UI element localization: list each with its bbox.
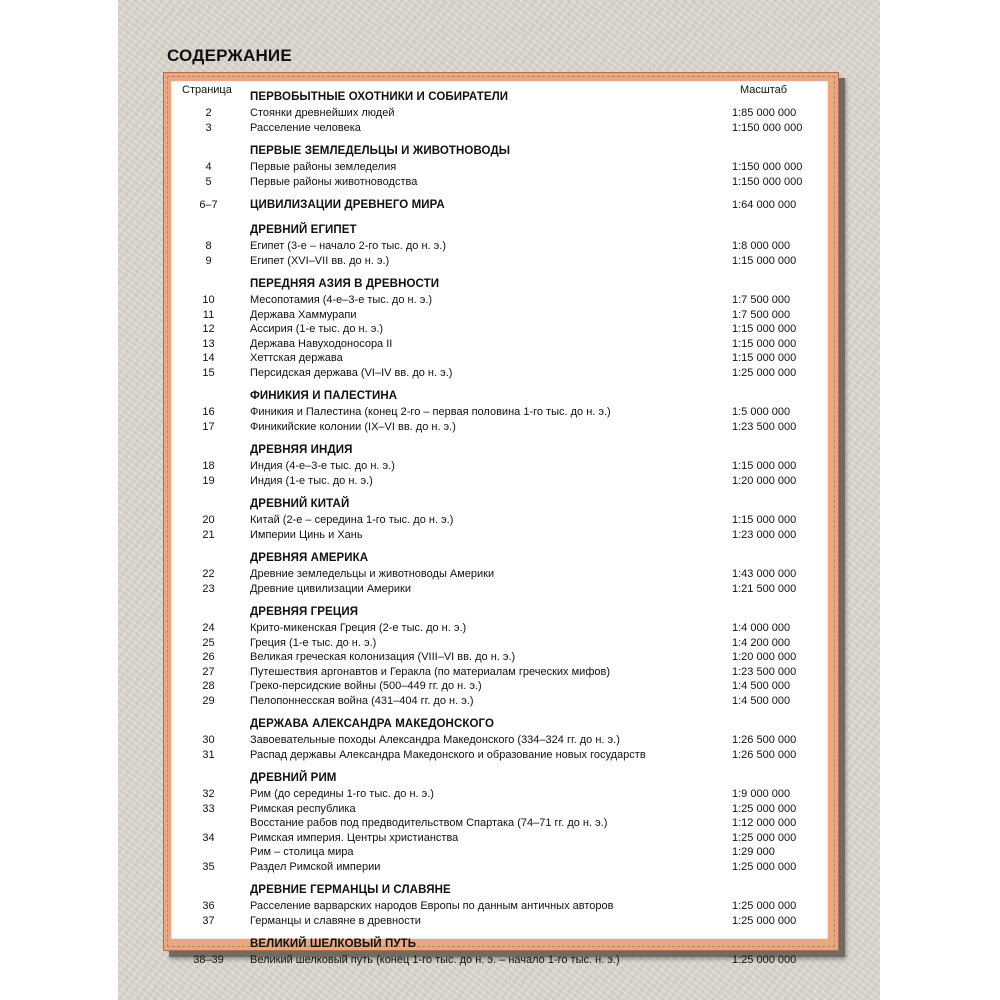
section-title: ПЕРЕДНЯЯ АЗИЯ В ДРЕВНОСТИ	[250, 278, 440, 290]
entry-title: Египет (XVI–VII вв. до н. э.)	[250, 254, 390, 267]
entry-title: Первые районы животноводства	[250, 175, 418, 188]
toc-entry-row	[0, 322, 1000, 336]
page-number: 38–39	[193, 954, 224, 966]
toc-entry-row	[0, 366, 1000, 380]
section-title: ДРЕВНИЙ РИМ	[250, 772, 337, 784]
toc-entry-row	[0, 899, 1000, 913]
page-number: 36	[202, 900, 215, 912]
map-scale: 1:15 000 000	[732, 337, 797, 350]
map-scale: 1:25 000 000	[732, 860, 797, 873]
map-scale: 1:25 000 000	[732, 954, 797, 966]
toc-entry-row	[0, 787, 1000, 801]
page-number: 8	[205, 240, 212, 252]
scale-column-header: Масштаб	[740, 84, 788, 96]
page-column-header: Страница	[182, 84, 232, 96]
entry-title: Империи Цинь и Хань	[250, 528, 363, 541]
page-number: 32	[202, 788, 215, 800]
section-heading-row	[0, 277, 1000, 291]
map-scale: 1:150 000 000	[732, 121, 803, 134]
toc-entry-row	[0, 405, 1000, 419]
entry-title: Рим (до середины 1-го тыс. до н. э.)	[250, 788, 434, 800]
map-scale: 1:4 200 000	[732, 636, 791, 649]
entry-title: Великая греческая колонизация (VIII–VI вв. до н. э.)	[250, 651, 516, 663]
toc-entry-row	[0, 679, 1000, 693]
map-scale: 1:23 500 000	[732, 420, 797, 433]
page-number: 22	[202, 568, 215, 580]
entry-title: Распад державы Александра Македонского и образование новых государств	[250, 748, 646, 761]
section-heading-row	[0, 937, 1000, 951]
page-number: 25	[202, 636, 215, 649]
toc-entry-row	[0, 650, 1000, 664]
map-scale: 1:29 000	[732, 846, 775, 858]
page-number: 2	[205, 107, 212, 119]
toc-entry-row	[0, 175, 1000, 189]
page-number: 4	[205, 161, 212, 173]
section-title: ЦИВИЛИЗАЦИИ ДРЕВНЕГО МИРА	[250, 199, 445, 211]
page-number: 29	[202, 694, 215, 707]
section-title: ДРЕВНИЙ КИТАЙ	[250, 498, 350, 510]
page-number: 9	[205, 254, 212, 267]
section-heading-row	[0, 717, 1000, 731]
toc-entry-row	[0, 160, 1000, 174]
section-heading-row	[0, 605, 1000, 619]
toc-entry-row	[0, 420, 1000, 434]
page-number: 35	[202, 860, 215, 873]
map-scale: 1:23 000 000	[732, 528, 797, 541]
entry-title: Ассирия (1-е тыс. до н. э.)	[250, 323, 384, 335]
entry-title: Месопотамия (4-е–3-е тыс. до н. э.)	[250, 294, 433, 306]
map-scale: 1:26 500 000	[732, 734, 797, 746]
entry-title: Расселение человека	[250, 121, 361, 134]
map-scale: 1:21 500 000	[732, 582, 797, 595]
entry-title: Индия (4-е–3-е тыс. до н. э.)	[250, 460, 395, 472]
map-scale: 1:4 500 000	[732, 694, 791, 707]
entry-title: Индия (1-е тыс. до н. э.)	[250, 474, 373, 487]
toc-entry-row	[0, 513, 1000, 527]
map-scale: 1:150 000 000	[732, 175, 803, 188]
page-number: 23	[202, 582, 215, 595]
toc-entry-row	[0, 337, 1000, 351]
page-title: СОДЕРЖАНИЕ	[167, 46, 292, 65]
entry-title: Персидская держава (VI–IV вв. до н. э.)	[250, 366, 453, 379]
page-number: 5	[205, 175, 212, 188]
map-scale: 1:7 500 000	[732, 294, 791, 306]
toc-entry-row	[0, 567, 1000, 581]
map-scale: 1:64 000 000	[732, 199, 797, 211]
entry-title: Великий шелковый путь (конец 1-го тыс. до н. э. – начало 1-го тыс. н. э.)	[250, 954, 620, 966]
map-scale: 1:25 000 000	[732, 831, 797, 844]
entry-title: Греко-персидские войны (500–449 гг. до н. э.)	[250, 680, 482, 692]
map-scale: 1:25 000 000	[732, 366, 797, 379]
toc-entry-row	[0, 845, 1000, 859]
section-title: ВЕЛИКИЙ ШЕЛКОВЫЙ ПУТЬ	[250, 938, 417, 950]
page-number: 14	[202, 352, 215, 364]
toc-entry-row	[0, 914, 1000, 928]
entry-title: Путешествия аргонавтов и Геракла (по материалам греческих мифов)	[250, 665, 610, 678]
toc-entry-row	[0, 308, 1000, 322]
section-title: ДРЕВНЯЯ АМЕРИКА	[250, 552, 369, 564]
toc-entry-row	[0, 694, 1000, 708]
map-scale: 1:23 500 000	[732, 665, 797, 678]
page-number: 11	[202, 308, 215, 321]
toc-entry-row	[0, 802, 1000, 816]
section-heading-row	[0, 223, 1000, 237]
map-scale: 1:25 000 000	[732, 914, 797, 927]
toc-entry-row	[0, 293, 1000, 307]
entry-title: Хеттская держава	[250, 352, 343, 364]
entry-title: Финикия и Палестина (конец 2-го – первая половина 1-го тыс. до н. э.)	[250, 406, 611, 418]
toc-entry-row	[0, 953, 1000, 967]
page-number: 21	[202, 528, 215, 541]
map-scale: 1:26 500 000	[732, 748, 797, 761]
entry-title: Рим – столица мира	[250, 846, 354, 858]
toc-entry-row	[0, 351, 1000, 365]
entry-title: Первые районы земледелия	[250, 161, 397, 173]
section-heading-row	[0, 198, 1000, 212]
section-heading-row	[0, 771, 1000, 785]
page-number: 16	[202, 406, 215, 418]
section-heading-row	[0, 443, 1000, 457]
section-title: ДЕРЖАВА АЛЕКСАНДРА МАКЕДОНСКОГО	[250, 718, 495, 730]
section-heading-row	[0, 883, 1000, 897]
page-number: 27	[202, 665, 215, 678]
map-scale: 1:9 000 000	[732, 788, 791, 800]
entry-title: Раздел Римской империи	[250, 860, 381, 873]
page-number: 26	[202, 651, 215, 663]
section-heading-row	[0, 144, 1000, 158]
page-number: 17	[202, 420, 215, 433]
page-number: 10	[202, 294, 215, 306]
toc-entry-row	[0, 665, 1000, 679]
section-title: ФИНИКИЯ И ПАЛЕСТИНА	[250, 390, 398, 402]
map-scale: 1:4 500 000	[732, 680, 791, 692]
map-scale: 1:8 000 000	[732, 240, 791, 252]
map-scale: 1:85 000 000	[732, 107, 797, 119]
page-number: 37	[202, 914, 215, 927]
toc-entry-row	[0, 254, 1000, 268]
map-scale: 1:25 000 000	[732, 900, 797, 912]
page-number: 13	[202, 337, 215, 350]
entry-title: Германцы и славяне в древности	[250, 914, 421, 927]
toc-entry-row	[0, 239, 1000, 253]
map-scale: 1:15 000 000	[732, 460, 797, 472]
map-scale: 1:20 000 000	[732, 474, 797, 487]
entry-title: Египет (3-е – начало 2-го тыс. до н. э.)	[250, 240, 446, 252]
section-title: ДРЕВНЯЯ ГРЕЦИЯ	[250, 606, 359, 618]
entry-title: Древние цивилизации Америки	[250, 582, 411, 595]
page-number: 18	[202, 460, 215, 472]
page-number: 30	[202, 734, 215, 746]
page-number: 3	[205, 121, 212, 134]
page-number: 6–7	[199, 199, 218, 211]
map-scale: 1:12 000 000	[732, 817, 797, 829]
page-number: 34	[202, 831, 215, 844]
entry-title: Пелопоннесская война (431–404 гг. до н. э.)	[250, 694, 474, 707]
toc-entry-row	[0, 816, 1000, 830]
toc-entry-row	[0, 528, 1000, 542]
section-heading-row	[0, 497, 1000, 511]
toc-entry-row	[0, 121, 1000, 135]
toc-entry-row	[0, 831, 1000, 845]
entry-title: Восстание рабов под предводительством Спартака (74–71 гг. до н. э.)	[250, 817, 608, 829]
entry-title: Расселение варварских народов Европы по данным античных авторов	[250, 900, 614, 912]
page-number: 19	[202, 474, 215, 487]
section-title: ДРЕВНИЙ ЕГИПЕТ	[250, 224, 357, 236]
toc-entry-row	[0, 582, 1000, 596]
map-scale: 1:43 000 000	[732, 568, 797, 580]
page-number: 20	[202, 514, 215, 526]
page-number: 15	[202, 366, 215, 379]
section-heading-row	[0, 90, 1000, 104]
map-scale: 1:5 000 000	[732, 406, 791, 418]
entry-title: Греция (1-е тыс. до н. э.)	[250, 636, 377, 649]
map-scale: 1:4 000 000	[732, 622, 791, 634]
section-title: ДРЕВНИЕ ГЕРМАНЦЫ И СЛАВЯНЕ	[250, 884, 451, 896]
entry-title: Держава Навуходоносора II	[250, 337, 393, 350]
section-title: ДРЕВНЯЯ ИНДИЯ	[250, 444, 353, 456]
page-number: 28	[202, 680, 215, 692]
toc-entry-row	[0, 860, 1000, 874]
page-number: 12	[202, 323, 215, 335]
entry-title: Древние земледельцы и животноводы Америки	[250, 568, 495, 580]
map-scale: 1:20 000 000	[732, 651, 797, 663]
entry-title: Римская империя. Центры христианства	[250, 831, 459, 844]
map-scale: 1:25 000 000	[732, 802, 797, 815]
entry-title: Финикийские колонии (IX–VI вв. до н. э.)	[250, 420, 456, 433]
map-scale: 1:15 000 000	[732, 323, 797, 335]
section-heading-row	[0, 551, 1000, 565]
toc-entry-row	[0, 621, 1000, 635]
entry-title: Крито-микенская Греция (2-е тыс. до н. э.)	[250, 622, 467, 634]
section-title: ПЕРВОБЫТНЫЕ ОХОТНИКИ И СОБИРАТЕЛИ	[250, 91, 509, 103]
page-number: 24	[202, 622, 215, 634]
toc-entry-row	[0, 733, 1000, 747]
section-title: ПЕРВЫЕ ЗЕМЛЕДЕЛЬЦЫ И ЖИВОТНОВОДЫ	[250, 145, 511, 157]
page-number: 31	[202, 748, 215, 761]
page-number: 33	[202, 802, 215, 815]
map-scale: 1:15 000 000	[732, 514, 797, 526]
map-scale: 1:7 500 000	[732, 308, 791, 321]
entry-title: Римская республика	[250, 802, 356, 815]
entry-title: Держава Хаммурапи	[250, 308, 357, 321]
toc-entry-row	[0, 636, 1000, 650]
toc-entry-row	[0, 748, 1000, 762]
section-heading-row	[0, 389, 1000, 403]
map-scale: 1:150 000 000	[732, 161, 803, 173]
map-scale: 1:15 000 000	[732, 352, 797, 364]
entry-title: Стоянки древнейших людей	[250, 107, 395, 119]
entry-title: Завоевательные походы Александра Македонского (334–324 гг. до н. э.)	[250, 734, 620, 746]
toc-entry-row	[0, 106, 1000, 120]
toc-entry-row	[0, 459, 1000, 473]
toc-entry-row	[0, 474, 1000, 488]
entry-title: Китай (2-е – середина 1-го тыс. до н. э.)	[250, 514, 454, 526]
map-scale: 1:15 000 000	[732, 254, 797, 267]
